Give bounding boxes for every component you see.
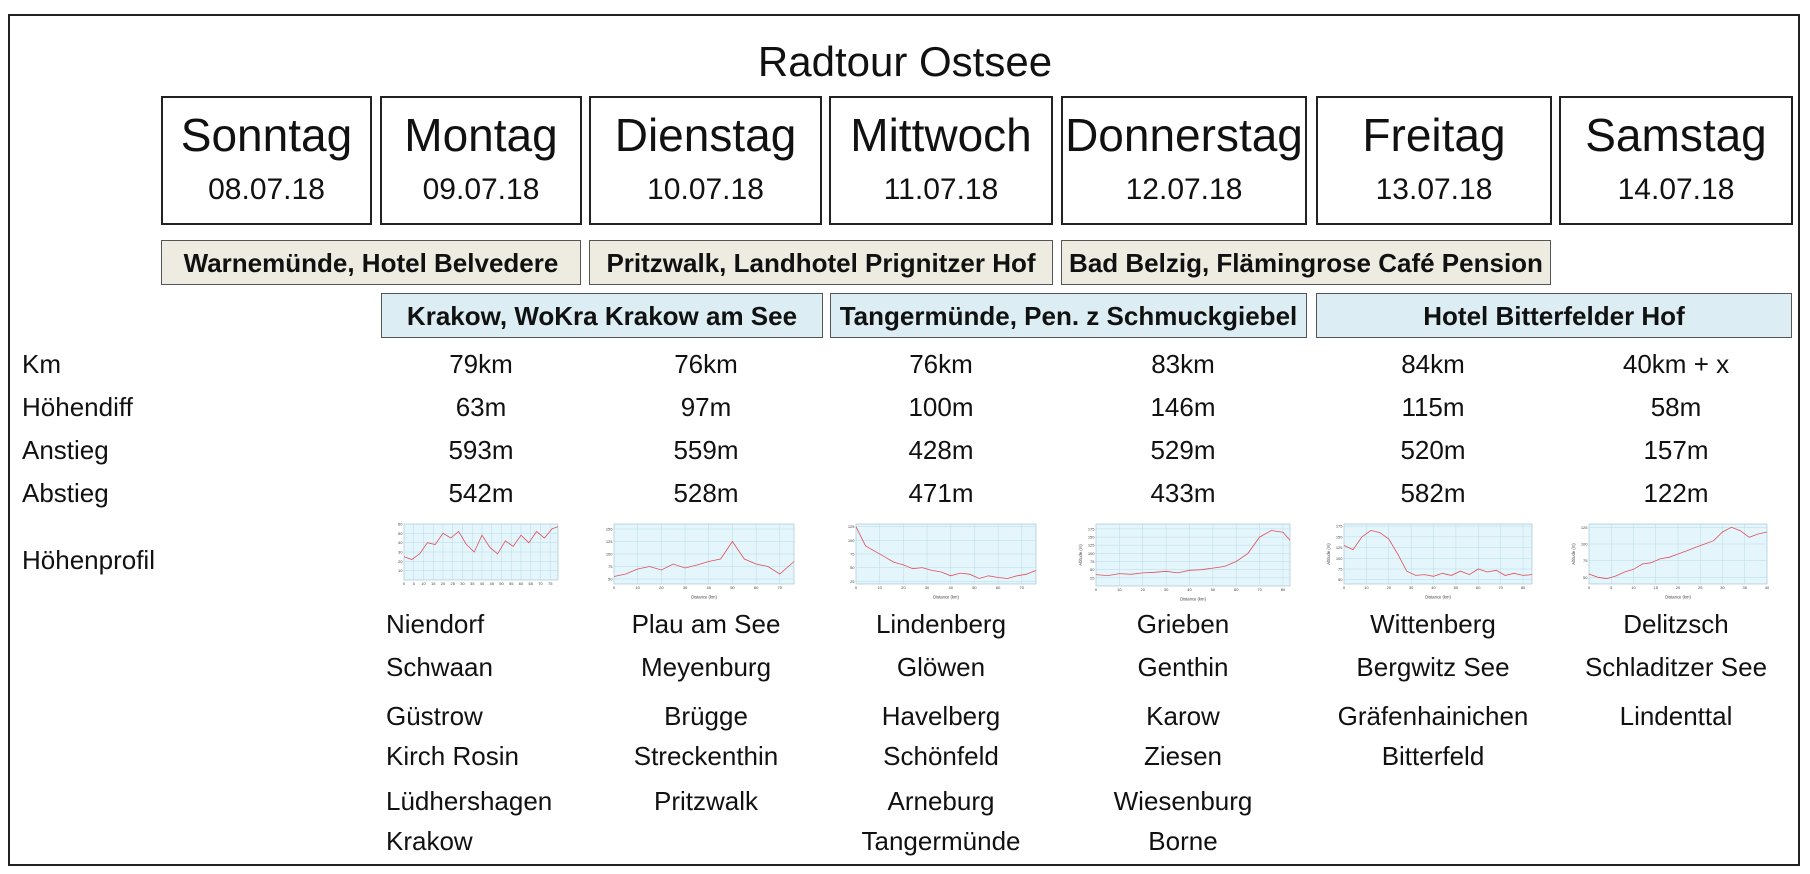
y-tick-label: 50 <box>398 530 403 536</box>
day-date: 13.07.18 <box>1375 173 1493 206</box>
hotel-bad-belzig: Bad Belzig, Flämingrose Café Pension <box>1061 240 1551 285</box>
town-kirch-rosin: Kirch Rosin <box>386 741 519 771</box>
day-date: 10.07.18 <box>647 173 764 206</box>
row-label-profil: Höhenprofil <box>22 545 155 575</box>
stage-6-hoehendiff: 58m <box>1650 392 1702 422</box>
stage-4-km: 83km <box>1151 349 1215 379</box>
x-tick-label: 20 <box>901 585 906 590</box>
elevation-profile-5 <box>1326 520 1536 600</box>
y-tick-label: 125 <box>1087 542 1095 548</box>
town-luedhershagen: Lüdhershagen <box>386 786 553 816</box>
y-tick-label: 75 <box>1338 566 1343 572</box>
y-tick-label: 125 <box>1335 545 1343 551</box>
x-tick-label: 40 <box>479 581 485 586</box>
y-tick-label: 125 <box>847 524 855 530</box>
y-tick-label: 150 <box>1087 534 1095 540</box>
town-bitterfeld: Bitterfeld <box>1381 741 1485 771</box>
y-tick-label: 50 <box>1090 567 1095 573</box>
x-tick-label: 25 <box>1698 585 1703 590</box>
day-date: 12.07.18 <box>1125 173 1243 206</box>
stage-1-hoehendiff: 63m <box>455 392 507 422</box>
day-date: 09.07.18 <box>422 173 540 206</box>
x-tick-label: 30 <box>682 585 688 590</box>
day-header-freitag <box>1316 96 1552 225</box>
day-header-sonntag <box>161 96 372 225</box>
town-meyenburg: Meyenburg <box>640 652 772 682</box>
town-delitzsch: Delitzsch <box>1623 609 1729 639</box>
town-tangermuende: Tangermünde <box>861 826 1021 856</box>
day-date: 11.07.18 <box>883 173 999 206</box>
stage-3-anstieg: 428m <box>908 435 974 465</box>
stage-2-anstieg: 559m <box>673 435 739 465</box>
x-tick-label: 0 <box>1342 585 1346 590</box>
hotel-pritzwalk: Pritzwalk, Landhotel Prignitzer Hof <box>589 240 1053 285</box>
x-tick-label: 75 <box>547 581 553 586</box>
x-tick-label: 10 <box>1364 585 1369 590</box>
y-tick-label: 75 <box>850 551 855 557</box>
day-name: Freitag <box>1362 109 1506 161</box>
y-axis-label: Altitude (m) <box>1571 543 1576 565</box>
y-tick-label: 50 <box>1338 577 1343 583</box>
y-tick-label: 100 <box>1580 541 1588 547</box>
stage-3-km: 76km <box>909 349 973 379</box>
town-bruegge: Brügge <box>664 701 748 731</box>
x-tick-label: 70 <box>777 585 783 590</box>
day-header-samstag <box>1559 96 1793 225</box>
x-tick-label: 20 <box>1140 587 1145 592</box>
x-tick-label: 80 <box>1280 587 1286 592</box>
town-schwaan: Schwaan <box>386 652 493 682</box>
day-header-mittwoch <box>829 96 1053 225</box>
town-schladitzer-see: Schladitzer See <box>1584 652 1768 682</box>
town-bergwitz-see: Bergwitz See <box>1356 652 1510 682</box>
stage-3-hoehendiff: 100m <box>908 392 974 422</box>
town-pritzwalk: Pritzwalk <box>653 786 758 816</box>
hotel-bitterfeld: Hotel Bitterfelder Hof <box>1316 293 1792 338</box>
stage-5-hoehendiff: 115m <box>1401 392 1465 422</box>
stage-4-abstieg: 433m <box>1150 478 1216 508</box>
y-tick-label: 75 <box>1583 558 1588 564</box>
x-tick-label: 10 <box>635 585 640 590</box>
row-label-anstieg: Anstieg <box>22 435 109 465</box>
x-tick-label: 50 <box>1210 587 1216 592</box>
town-gloewen: Glöwen <box>896 652 986 682</box>
x-tick-label: 40 <box>948 585 953 590</box>
x-tick-label: 30 <box>1720 585 1725 590</box>
x-tick-label: 40 <box>706 585 711 590</box>
x-tick-label: 70 <box>538 581 543 586</box>
day-name: Samstag <box>1585 109 1767 161</box>
stage-3-abstieg: 471m <box>908 478 974 508</box>
x-axis-label: Distance (km) <box>933 594 959 600</box>
x-tick-label: 40 <box>1431 585 1436 590</box>
day-date: 08.07.18 <box>208 173 325 206</box>
x-tick-label: 45 <box>489 581 494 586</box>
x-tick-label: 70 <box>1019 585 1025 590</box>
day-name: Montag <box>404 109 558 161</box>
x-tick-label: 35 <box>470 581 475 586</box>
day-header-dienstag <box>589 96 822 225</box>
x-tick-label: 0 <box>612 585 616 590</box>
stage-1-anstieg: 593m <box>448 435 514 465</box>
x-tick-label: 20 <box>1386 585 1391 590</box>
y-tick-label: 25 <box>850 578 855 584</box>
town-grieben: Grieben <box>1136 609 1230 639</box>
stage-4-hoehendiff: 146m <box>1150 392 1216 422</box>
hotel-tangermuende: Tangermünde, Pen. z Schmuckgiebel <box>830 293 1307 338</box>
stage-2-km: 76km <box>674 349 738 379</box>
x-tick-label: 55 <box>508 581 514 586</box>
x-tick-label: 25 <box>450 581 455 586</box>
row-label-km: Km <box>22 349 61 379</box>
x-tick-label: 10 <box>1631 585 1636 590</box>
y-tick-label: 125 <box>605 539 613 544</box>
day-header-montag <box>380 96 582 225</box>
town-schoenfeld: Schönfeld <box>883 741 999 771</box>
y-axis-label: Altitude (m) <box>1078 544 1083 566</box>
y-tick-label: 50 <box>850 565 855 571</box>
day-date: 14.07.18 <box>1617 173 1735 206</box>
x-tick-label: 50 <box>499 581 504 586</box>
elevation-profile-2 <box>602 520 798 600</box>
x-tick-label: 0 <box>854 585 858 590</box>
y-tick-label: 150 <box>605 526 613 532</box>
y-tick-label: 75 <box>1090 559 1095 565</box>
x-axis-label: Distance (km) <box>1425 594 1451 600</box>
y-tick-label: 40 <box>398 540 403 546</box>
x-tick-label: 70 <box>1257 587 1262 592</box>
x-tick-label: 0 <box>1587 585 1591 590</box>
x-tick-label: 30 <box>924 585 930 590</box>
x-tick-label: 60 <box>1476 585 1481 590</box>
town-borne: Borne <box>1148 826 1218 856</box>
elevation-profile-3 <box>844 520 1040 600</box>
stage-4-anstieg: 529m <box>1150 435 1216 465</box>
x-tick-label: 30 <box>460 581 465 586</box>
town-karow: Karow <box>1146 701 1220 731</box>
y-tick-label: 175 <box>1335 523 1343 529</box>
elevation-profile-chart <box>392 520 562 590</box>
town-niendorf: Niendorf <box>386 609 485 639</box>
y-tick-label: 100 <box>1335 555 1343 561</box>
x-tick-label: 50 <box>730 585 735 590</box>
x-tick-label: 5 <box>412 581 415 586</box>
stage-5-anstieg: 520m <box>1400 435 1466 465</box>
stage-6-abstieg: 122m <box>1643 478 1709 508</box>
row-label-abstieg: Abstieg <box>22 478 109 508</box>
x-tick-label: 0 <box>1094 587 1098 592</box>
x-axis-label: Distance (km) <box>1180 596 1206 602</box>
x-tick-label: 70 <box>1498 585 1503 590</box>
elevation-profile-chart <box>1571 520 1771 600</box>
town-graefenhainichen: Gräfenhainichen <box>1337 701 1529 731</box>
day-header-donnerstag <box>1061 96 1307 225</box>
town-wittenberg: Wittenberg <box>1370 609 1496 639</box>
x-tick-label: 40 <box>1764 585 1770 590</box>
y-tick-label: 100 <box>847 537 855 543</box>
stage-6-anstieg: 157m <box>1643 435 1709 465</box>
hotel-warnemuende: Warnemünde, Hotel Belvedere <box>161 240 581 285</box>
elevation-profile-4 <box>1078 520 1294 602</box>
x-tick-label: 20 <box>659 585 664 590</box>
stage-5-abstieg: 582m <box>1400 478 1466 508</box>
town-genthin: Genthin <box>1137 652 1229 682</box>
x-tick-label: 35 <box>1742 585 1747 590</box>
x-tick-label: 10 <box>1117 587 1122 592</box>
x-tick-label: 20 <box>440 581 446 586</box>
x-tick-label: 5 <box>1610 585 1613 590</box>
stage-6-km: 40km + x <box>1622 349 1730 379</box>
stage-2-abstieg: 528m <box>673 478 739 508</box>
town-havelberg: Havelberg <box>881 701 1001 731</box>
x-tick-label: 15 <box>1653 585 1658 590</box>
stage-2-hoehendiff: 97m <box>680 392 732 422</box>
plot-area <box>1096 524 1290 586</box>
x-tick-label: 80 <box>1520 585 1526 590</box>
x-axis-label: Distance (km) <box>1665 594 1691 600</box>
y-axis-label: Altitude (m) <box>1326 543 1331 565</box>
y-tick-label: 75 <box>608 564 613 569</box>
y-tick-label: 60 <box>398 521 403 527</box>
elevation-profile-6 <box>1571 520 1771 600</box>
x-tick-label: 60 <box>518 581 524 586</box>
y-tick-label: 125 <box>1580 524 1588 530</box>
x-tick-label: 30 <box>1163 587 1169 592</box>
town-arneburg: Arneburg <box>887 786 995 816</box>
stage-5-km: 84km <box>1401 349 1465 379</box>
elevation-profile-chart <box>1326 520 1536 600</box>
hotel-krakow: Krakow, WoKra Krakow am See <box>381 293 823 338</box>
day-name: Donnerstag <box>1065 109 1303 161</box>
stage-1-abstieg: 542m <box>448 478 514 508</box>
page-title: Radtour Ostsee <box>757 38 1053 85</box>
y-tick-label: 150 <box>1335 534 1343 540</box>
x-tick-label: 50 <box>972 585 977 590</box>
elevation-profile-1 <box>392 520 562 590</box>
x-tick-label: 40 <box>1187 587 1192 592</box>
y-tick-label: 50 <box>608 576 613 582</box>
y-tick-label: 10 <box>398 568 403 574</box>
day-name: Sonntag <box>180 109 353 161</box>
x-tick-label: 60 <box>1234 587 1239 592</box>
x-tick-label: 60 <box>995 585 1001 590</box>
elevation-profile-chart <box>1078 520 1294 602</box>
elevation-profile-chart <box>844 520 1040 600</box>
town-streckenthin: Streckenthin <box>633 741 779 771</box>
y-tick-label: 20 <box>398 558 403 564</box>
town-lindenberg: Lindenberg <box>875 609 1007 639</box>
x-tick-label: 20 <box>1675 585 1681 590</box>
x-tick-label: 10 <box>421 581 426 586</box>
town-ziesen: Ziesen <box>1143 741 1223 771</box>
x-tick-label: 50 <box>1453 585 1459 590</box>
row-label-hoehendiff: Höhendiff <box>22 392 133 422</box>
elevation-profile-chart <box>602 520 798 600</box>
town-guestrow: Güstrow <box>386 701 483 731</box>
x-tick-label: 0 <box>402 581 406 586</box>
x-tick-label: 65 <box>528 581 533 586</box>
x-tick-label: 15 <box>431 581 436 586</box>
town-lindenttal: Lindenttal <box>1619 701 1733 731</box>
x-tick-label: 30 <box>1408 585 1414 590</box>
day-name: Dienstag <box>614 109 797 161</box>
y-tick-label: 100 <box>605 551 613 557</box>
town-krakow: Krakow <box>386 826 473 856</box>
y-tick-label: 175 <box>1087 526 1095 532</box>
x-tick-label: 10 <box>877 585 882 590</box>
town-wiesenburg: Wiesenburg <box>1113 786 1253 816</box>
x-axis-label: Distance (km) <box>691 594 717 600</box>
town-plau-am-see: Plau am See <box>631 609 781 639</box>
y-tick-label: 30 <box>398 549 403 555</box>
y-tick-label: 100 <box>1087 550 1095 556</box>
day-name: Mittwoch <box>850 109 1032 161</box>
x-tick-label: 60 <box>753 585 759 590</box>
stage-1-km: 79km <box>449 349 513 379</box>
y-tick-label: 50 <box>1583 574 1588 580</box>
y-tick-label: 25 <box>1090 575 1095 581</box>
